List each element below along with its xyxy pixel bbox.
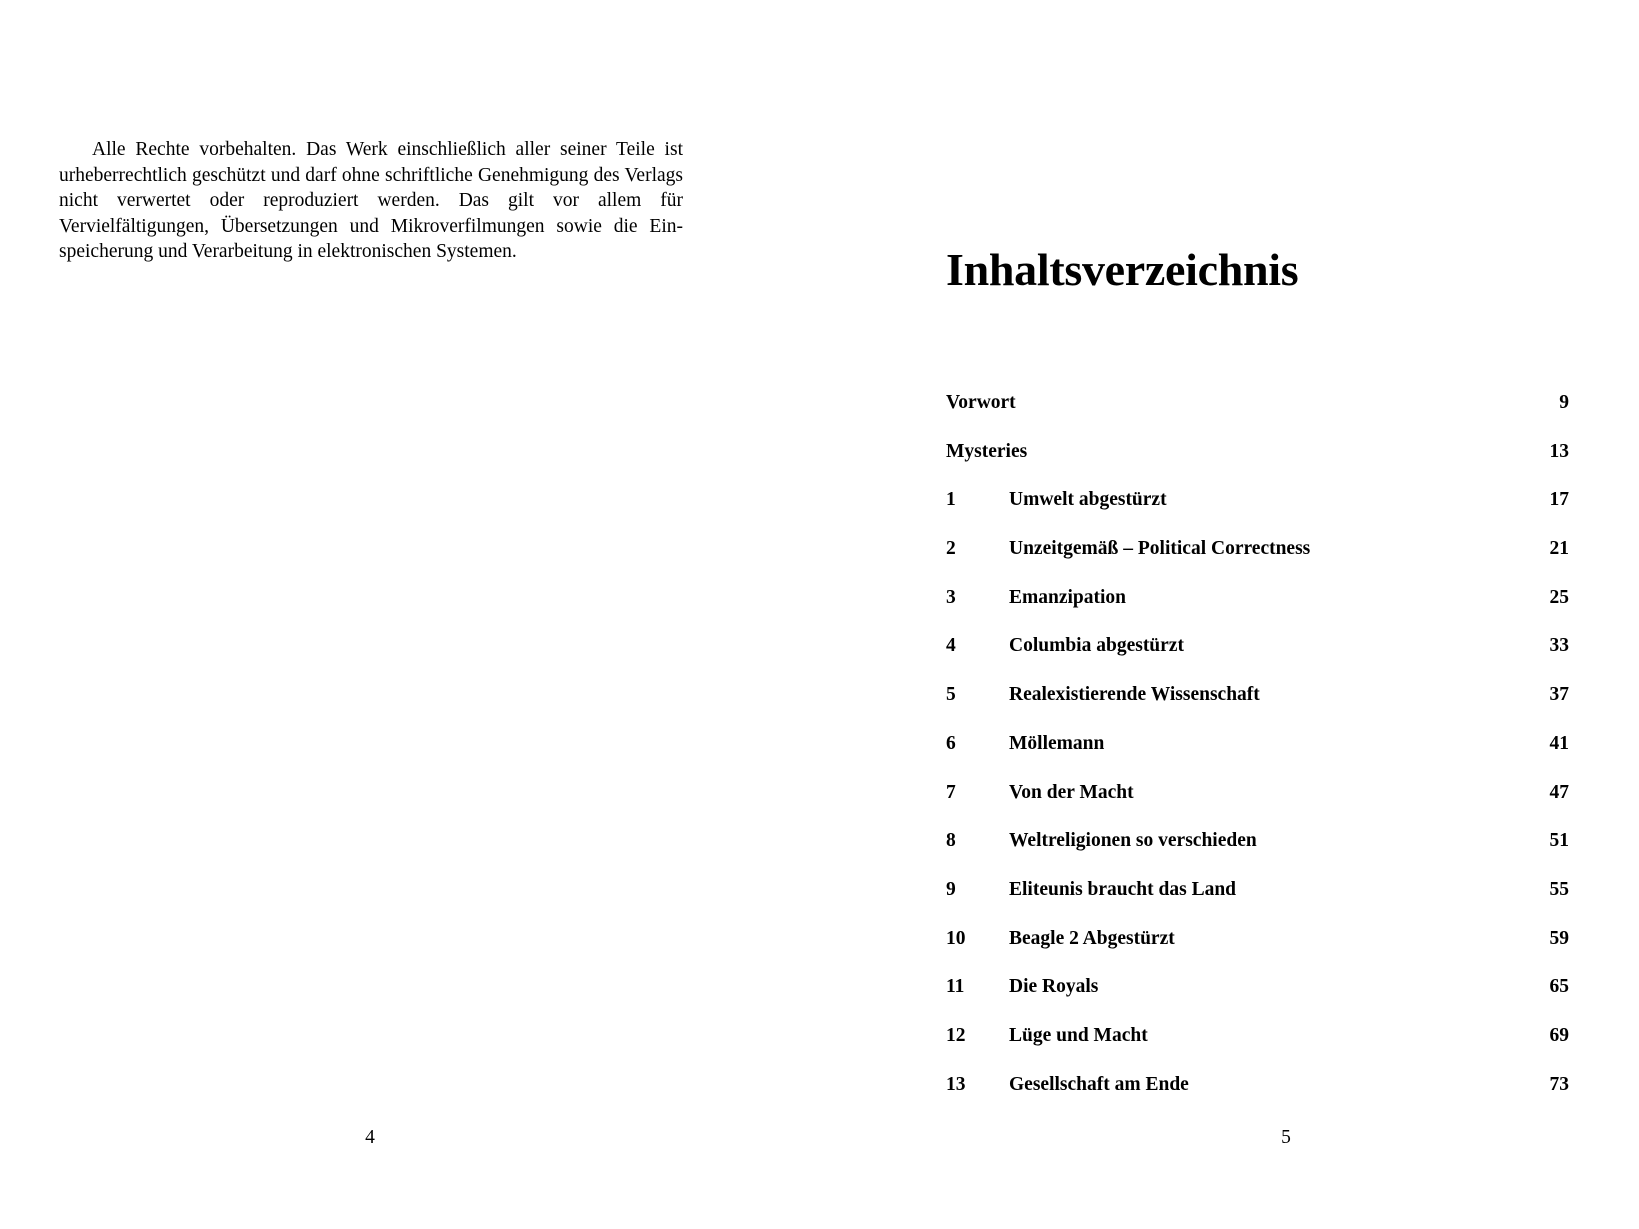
- toc-entry-chapter-12[interactable]: [946, 1024, 1569, 1073]
- toc-entry-vorwort[interactable]: [946, 391, 1569, 440]
- toc-entry-label: Columbia abgestürzt: [1009, 635, 1184, 657]
- toc-entry-number: 3: [946, 586, 956, 608]
- toc-entry-chapter-9[interactable]: [946, 878, 1569, 927]
- page-number-right: 5: [1281, 1127, 1291, 1148]
- toc-entry-number: 4: [946, 635, 956, 657]
- toc-entry-chapter-4[interactable]: [946, 634, 1569, 683]
- toc-entry-label: Gesellschaft am Ende: [1009, 1073, 1189, 1095]
- toc-entry-chapter-2[interactable]: [946, 537, 1569, 586]
- toc-entry-chapter-6[interactable]: [946, 732, 1569, 781]
- toc-entry-label: Von der Macht: [1009, 781, 1134, 803]
- toc-entry-page: 21: [1549, 538, 1569, 560]
- toc-entry-chapter-11[interactable]: [946, 975, 1569, 1024]
- toc-entry-label: Lüge und Macht: [1009, 1024, 1148, 1046]
- toc-entry-page: 25: [1549, 586, 1569, 608]
- toc-entry-chapter-13[interactable]: [946, 1073, 1569, 1122]
- toc-entry-page: 33: [1549, 635, 1569, 657]
- toc-entry-page: 41: [1549, 732, 1569, 754]
- toc-entry-page: 69: [1549, 1024, 1569, 1046]
- page-number-left: 4: [365, 1127, 375, 1148]
- toc-entry-label: Emanzipation: [1009, 586, 1127, 608]
- toc-title: Inhaltsverzeichnis: [946, 244, 1299, 295]
- toc-entry-number: 7: [946, 781, 956, 803]
- toc-entry-number: 12: [946, 1024, 966, 1046]
- toc-entry-chapter-3[interactable]: [946, 586, 1569, 635]
- toc-entry-number: 8: [946, 830, 956, 852]
- toc-entry-label: Vorwort: [946, 392, 1016, 413]
- copyright-notice: Alle Rechte vorbehalten. Das Werk einschließlich aller seiner Teile ist urheberrechtlich geschützt und darf ohne schriftliche Genehmigung des Verlags nicht verwertet oder reproduziert werden. Das gilt vor allem für Vervielfältigungen, Übersetzungen und Mikroverfilmungen sowie die Einspeicherung und Verarbeitung in elektronischen Systemen.: [59, 139, 683, 262]
- toc-entry-number: 9: [946, 878, 956, 900]
- toc-entry-label: Unzeitgemäß – Political Correctness: [1009, 538, 1311, 560]
- table-of-contents: [946, 391, 1569, 1121]
- toc-entry-label: Beagle 2 Abgestürzt: [1009, 927, 1175, 949]
- toc-entry-page: 51: [1549, 830, 1569, 852]
- toc-entry-number: 11: [946, 976, 965, 998]
- toc-entry-page: 59: [1549, 927, 1569, 949]
- toc-entry-chapter-7[interactable]: [946, 781, 1569, 830]
- toc-entry-label: Möllemann: [1009, 732, 1105, 754]
- toc-entry-chapter-5[interactable]: [946, 683, 1569, 732]
- toc-entry-page: 13: [1549, 440, 1569, 462]
- toc-entry-number: 6: [946, 732, 956, 754]
- toc-entry-number: 13: [946, 1073, 966, 1095]
- toc-entry-page: 9: [1559, 392, 1569, 413]
- toc-entry-label: Die Royals: [1009, 976, 1099, 998]
- toc-entry-chapter-1[interactable]: [946, 488, 1569, 537]
- toc-entry-mysteries[interactable]: [946, 440, 1569, 489]
- toc-entry-number: 10: [946, 927, 966, 949]
- toc-entry-page: 65: [1549, 976, 1569, 998]
- toc-entry-page: 47: [1549, 781, 1569, 803]
- toc-entry-page: 73: [1549, 1073, 1569, 1095]
- toc-entry-label: Eliteunis braucht das Land: [1009, 878, 1237, 900]
- toc-entry-label: Weltreligionen so verschieden: [1009, 830, 1257, 852]
- toc-entry-label: Umwelt abgestürzt: [1009, 489, 1167, 511]
- toc-entry-chapter-10[interactable]: [946, 927, 1569, 976]
- toc-entry-number: 2: [946, 538, 956, 560]
- toc-entry-page: 55: [1549, 878, 1569, 900]
- toc-entry-number: 1: [946, 489, 956, 511]
- toc-entry-page: 17: [1549, 489, 1569, 511]
- toc-entry-label: Mysteries: [946, 440, 1028, 462]
- toc-entry-number: 5: [946, 684, 956, 706]
- toc-entry-page: 37: [1549, 684, 1569, 706]
- toc-entry-label: Realexistierende Wissenschaft: [1009, 684, 1260, 706]
- right-page: [820, 0, 1639, 1229]
- toc-entry-chapter-8[interactable]: [946, 829, 1569, 878]
